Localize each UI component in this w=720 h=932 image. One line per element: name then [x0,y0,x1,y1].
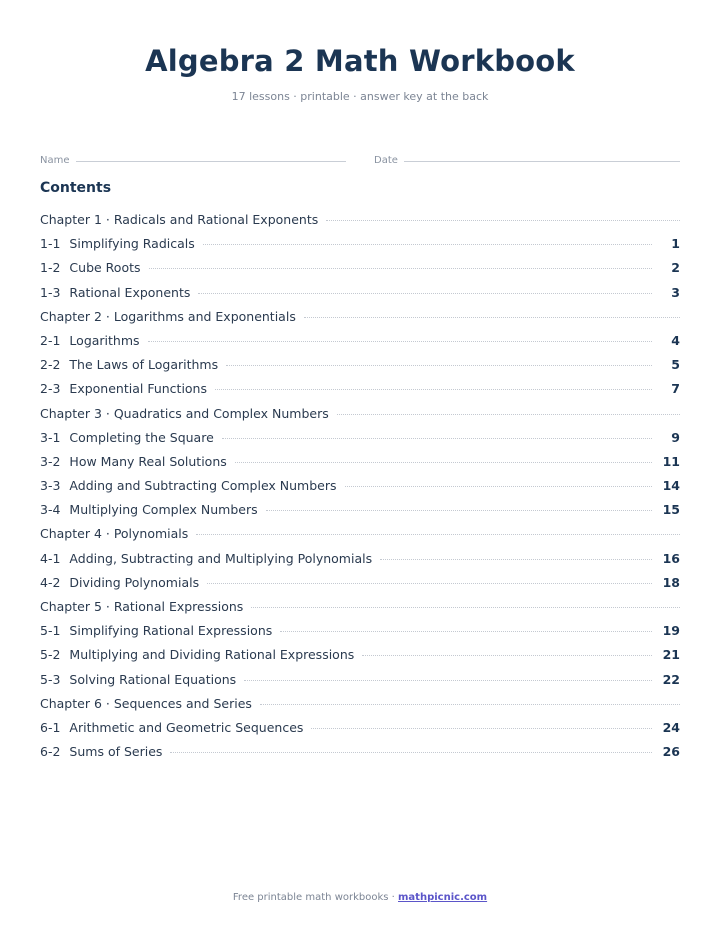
toc-lesson-row [40,357,680,381]
dot-leader [280,631,652,632]
page-number: 9 [671,429,680,445]
page-number: 15 [662,502,680,518]
name-field[interactable] [40,153,346,167]
toc-chapter-row [40,309,680,333]
page-number: 5 [671,357,680,373]
dot-leader [170,752,652,753]
lesson-number: 6-1 [40,719,61,735]
lesson-title: Simplifying Rational Expressions [69,623,273,639]
lesson-title: Adding and Subtracting Complex Numbers [69,478,337,494]
dot-leader [149,268,652,269]
lesson-title: Cube Roots [69,260,141,276]
lesson-number: 4-2 [40,574,61,590]
toc-lesson-row [40,647,680,671]
page-subtitle: 17 lessons · printable · answer key at the back [231,90,489,103]
table-of-contents [40,212,680,768]
dot-leader [198,293,652,294]
lesson-number: 2-3 [40,381,61,397]
toc-chapter-row [40,406,680,430]
dot-leader [207,583,652,584]
name-line[interactable] [76,161,346,162]
page-title: Algebra 2 Math Workbook [145,44,575,78]
lesson-number: 4-1 [40,550,61,566]
dot-leader [345,486,652,487]
dot-leader [337,414,680,415]
toc-lesson-row [40,236,680,260]
toc-lesson-row [40,260,680,284]
toc-chapter-row [40,526,680,550]
lesson-number: 5-2 [40,647,61,663]
lesson-number: 2-2 [40,357,61,373]
lesson-number: 3-3 [40,478,61,494]
toc-lesson-row [40,454,680,478]
toc-lesson-row [40,502,680,526]
toc-lesson-row [40,430,680,454]
dot-leader [148,341,652,342]
page-number: 2 [671,260,680,276]
toc-lesson-row [40,478,680,502]
chapter-title: Chapter 6 · Sequences and Series [40,695,252,711]
toc-lesson-row [40,623,680,647]
toc-lesson-row [40,551,680,575]
lesson-number: 3-2 [40,453,61,469]
page-number: 3 [671,284,680,300]
lesson-number: 5-1 [40,623,61,639]
toc-chapter-row [40,212,680,236]
dot-leader [266,510,652,511]
lesson-number: 1-1 [40,236,61,252]
dot-leader [244,680,652,681]
page-number: 22 [662,671,680,687]
footer [0,892,720,903]
chapter-title: Chapter 2 · Logarithms and Exponentials [40,308,296,324]
toc-lesson-row [40,672,680,696]
dot-leader [311,728,652,729]
dot-leader [215,389,652,390]
page-number: 11 [662,453,680,469]
toc-chapter-row [40,599,680,623]
page-number: 1 [671,236,680,252]
page-number: 4 [671,332,680,348]
lesson-title: Rational Exponents [69,284,191,300]
dot-leader [235,462,652,463]
dot-leader [362,655,652,656]
lesson-title: Dividing Polynomials [69,574,200,590]
lesson-number: 1-3 [40,284,61,300]
lesson-title: Sums of Series [69,744,163,760]
lesson-number: 6-2 [40,744,61,760]
lesson-title: Solving Rational Equations [69,671,237,687]
chapter-title: Chapter 1 · Radicals and Rational Exponents [40,212,319,227]
dot-leader [380,559,652,560]
lesson-number: 3-4 [40,502,61,518]
lesson-title: Simplifying Radicals [69,236,195,252]
dot-leader [196,534,680,535]
toc-lesson-row [40,285,680,309]
lesson-title: Exponential Functions [69,381,207,397]
dot-leader [251,607,680,608]
dot-leader [260,704,680,705]
chapter-title: Chapter 4 · Polynomials [40,526,189,542]
contents-heading: Contents [40,180,112,196]
page-number: 7 [671,381,680,397]
footer-text: Free printable math workbooks · [232,892,399,903]
lesson-number: 3-1 [40,429,61,445]
lesson-title: The Laws of Logarithms [69,357,219,373]
footer-link[interactable]: mathpicnic.com [398,892,488,903]
dot-leader [222,438,652,439]
lesson-number: 1-2 [40,260,61,276]
date-label: Date [374,155,398,166]
page-number: 21 [662,647,680,663]
lesson-title: Multiplying and Dividing Rational Expressions [69,647,355,663]
chapter-title: Chapter 3 · Quadratics and Complex Numbers [40,405,329,421]
page-number: 18 [662,574,680,590]
toc-lesson-row [40,744,680,768]
dot-leader [326,220,680,221]
lesson-number: 2-1 [40,332,61,348]
toc-chapter-row [40,696,680,720]
dot-leader [226,365,652,366]
page-number: 14 [662,478,680,494]
lesson-title: Adding, Subtracting and Multiplying Polynomials [69,550,373,566]
lesson-title: Arithmetic and Geometric Sequences [69,719,304,735]
lesson-title: Logarithms [69,332,140,348]
lesson-title: How Many Real Solutions [69,453,227,469]
date-field[interactable] [374,153,680,167]
toc-lesson-row [40,381,680,405]
lesson-title: Completing the Square [69,429,214,445]
page-number: 24 [662,719,680,735]
toc-lesson-row [40,575,680,599]
lesson-title: Multiplying Complex Numbers [69,502,258,518]
page-number: 19 [662,623,680,639]
dot-leader [203,244,652,245]
lesson-number: 5-3 [40,671,61,687]
chapter-title: Chapter 5 · Rational Expressions [40,599,244,614]
name-label: Name [40,155,70,166]
dot-leader [304,317,680,318]
date-line[interactable] [404,161,680,162]
page-number: 16 [662,550,680,566]
toc-lesson-row [40,720,680,744]
page-number: 26 [662,744,680,760]
toc-lesson-row [40,333,680,357]
